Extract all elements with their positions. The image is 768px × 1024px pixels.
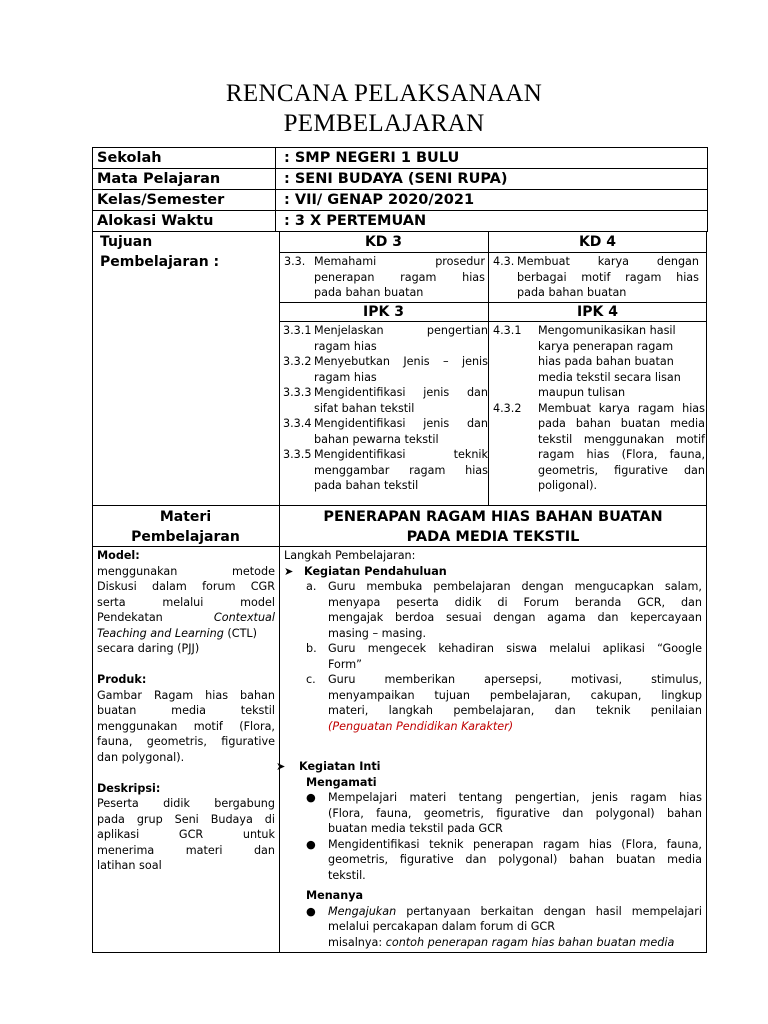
ipk4-header: IPK 4 — [577, 304, 618, 320]
kd4-line: berbagai motif ragam hias — [517, 270, 699, 284]
divider — [92, 505, 707, 506]
kd3-text — [314, 254, 485, 301]
misalnya-text: contoh penerapan ragam hias bahan buatan media — [382, 935, 675, 949]
pend-line: Form” — [328, 657, 362, 671]
produk-line: Gambar Ragam hias bahan — [97, 688, 275, 702]
left-column — [97, 548, 275, 874]
pend-line: Guru membuka pembelajaran dengan mengucapkan salam, — [328, 580, 702, 593]
pend-line: materi, langkah pembelajaran, dan teknik penilaian — [328, 704, 702, 717]
tujuan-label-line2: Pembelajaran : — [100, 254, 220, 270]
materi-label-line1: Materi — [159, 509, 212, 525]
info-row-sekolah — [93, 148, 708, 169]
right-column — [276, 548, 702, 950]
divider — [279, 252, 707, 253]
misalnya-line — [328, 935, 702, 951]
ipk4-line: hias pada bahan buatan — [538, 355, 674, 368]
inti-heading-row — [276, 759, 702, 775]
mengamati-heading: Mengamati — [306, 775, 377, 789]
info-value: : SENI BUDAYA (SENI RUPA) — [276, 169, 708, 190]
info-row-waktu — [93, 211, 708, 232]
pend-line: Guru memberikan apersepsi, motivasi, stimulus, — [328, 673, 702, 686]
model-line: serta melalui model — [97, 595, 275, 609]
arrow-bullet-icon: ➤ — [284, 564, 294, 578]
ipk3-num: 3.3.3 — [283, 386, 312, 399]
pend-line: mengajak berdoa sesuai dengan agama dan kepercayaan — [328, 611, 702, 624]
bullet-icon: ● — [306, 837, 316, 851]
mengamati-line: Mempelajari materi tentang pengertian, jenis ragam hias — [328, 791, 702, 804]
deskripsi-label: Deskripsi: — [97, 781, 161, 795]
ipk3-num: 3.3.5 — [283, 448, 312, 461]
pend-line: menyapa peserta didik di Forum beranda GCR, dan — [328, 595, 702, 609]
mengamati-line: geometris, figurative dan polygonal) bahan buatan media — [328, 853, 702, 866]
deskripsi-line: aplikasi GCR untuk — [97, 828, 275, 841]
ipk4-item — [493, 323, 705, 401]
materi-title-line2: PADA MEDIA TEKSTIL — [406, 529, 580, 545]
karakter-note: (Penguatan Pendidikan Karakter) — [328, 719, 514, 733]
ipk4-list — [493, 323, 705, 494]
info-label: Alokasi Waktu — [93, 211, 276, 232]
pendahuluan-heading: Kegiatan Pendahuluan — [304, 564, 447, 578]
ipk4-line: maupun tulisan — [538, 386, 626, 399]
ipk4-num: 4.3.2 — [493, 401, 522, 415]
info-row-kelas — [93, 190, 708, 211]
ipk3-num: 3.3.2 — [283, 355, 312, 368]
mengamati-line: Mengidentifikasi teknik penerapan ragam hias (Flora, fauna, — [328, 837, 702, 851]
ipk3-line: ragam hias — [314, 370, 377, 384]
ipk4-line: media tekstil secara lisan — [538, 370, 681, 384]
kd3-line: penerapan ragam hias — [314, 270, 485, 284]
ipk3-num: 3.3.4 — [283, 417, 312, 430]
mengamati-line: (Flora, fauna, geometris, figurative dan polygonal) bahan — [328, 806, 702, 820]
model-line: secara daring (PJJ) — [97, 642, 200, 655]
ipk3-line: Mengidentifikasi jenis dan — [314, 386, 488, 399]
ipk3-line: bahan pewarna tekstil — [314, 432, 439, 446]
materi-title — [279, 507, 707, 547]
ipk3-item — [283, 323, 488, 354]
menanya-line — [328, 904, 702, 920]
kd4-text — [517, 254, 699, 301]
model-ctl: Contextual — [213, 611, 275, 624]
mengamati-line: buatan media tekstil pada GCR — [328, 822, 503, 835]
bullet-icon: ● — [306, 904, 316, 918]
model-pendekatan-row — [97, 610, 275, 626]
ipk3-item — [283, 354, 488, 385]
ipk4-line: karya penerapan ragam — [538, 339, 674, 353]
pendahuluan-heading-row — [284, 564, 702, 580]
pend-line: menyampaikan tujuan pembelajaran, cakupan, lingkup — [328, 688, 702, 702]
model-label: Model: — [97, 549, 140, 562]
kd3-line: pada bahan buatan — [314, 286, 424, 299]
model-line: Diskusi dalam forum CGR — [97, 580, 275, 593]
menanya-italic: Mengajukan — [328, 904, 397, 918]
menanya-heading: Menanya — [306, 889, 364, 902]
ipk3-header: IPK 3 — [363, 304, 404, 320]
pend-item — [306, 672, 702, 734]
divider — [488, 231, 489, 505]
doc-title-line2: PEMBELAJARAN — [283, 110, 485, 137]
deskripsi-line: latihan soal — [97, 859, 162, 872]
mengamati-item — [306, 837, 702, 884]
kd4-header: KD 4 — [578, 234, 617, 250]
ipk4-line: poligonal). — [538, 479, 598, 492]
ipk3-line: menggambar ragam hias — [314, 463, 488, 477]
mengamati-item — [306, 790, 702, 837]
info-value: : VII/ GENAP 2020/2021 — [276, 190, 708, 211]
produk-line: menggunakan motif (Flora, — [97, 719, 275, 733]
pend-line: masing – masing. — [328, 626, 427, 640]
pend-line: Guru mengecek kehadiran siswa melalui aplikasi “Google — [328, 642, 702, 655]
info-label: Sekolah — [93, 148, 276, 169]
model-ctl: Teaching and Learning — [97, 626, 224, 640]
produk-label: Produk: — [97, 673, 147, 686]
model-line: menggunakan metode — [97, 564, 275, 578]
ipk3-line: pada bahan tekstil — [314, 479, 419, 492]
ipk3-line: Mengidentifikasi teknik — [314, 448, 488, 461]
info-value: : SMP NEGERI 1 BULU — [276, 148, 708, 169]
ipk4-line: geometris, figurative dan — [538, 463, 705, 477]
ipk4-line: ragam hias (Flora, fauna, — [538, 448, 705, 461]
produk-line: dan polygonal). — [97, 750, 185, 764]
menanya-item — [306, 904, 702, 951]
ipk3-line: ragam hias — [314, 339, 377, 353]
ipk3-item — [283, 416, 488, 447]
deskripsi-line: Peserta didik bergabung — [97, 797, 275, 810]
ipk4-line: tekstil menggunakan motif — [538, 432, 705, 446]
menanya-rest: pertanyaan berkaitan dengan hasil mempelajari — [396, 904, 702, 918]
kd3-number: 3.3. — [284, 255, 306, 268]
pend-mark: b. — [306, 642, 317, 655]
doc-title-line1: RENCANA PELAKSANAAN — [225, 80, 543, 107]
model-ctl-row — [97, 626, 275, 642]
produk-line: buatan media tekstil — [97, 704, 275, 717]
arrow-bullet-icon: ➤ — [276, 760, 286, 773]
ipk3-list — [283, 323, 488, 494]
ipk3-line: sifat bahan tekstil — [314, 401, 415, 415]
info-value: : 3 X PERTEMUAN — [276, 211, 708, 232]
info-label: Mata Pelajaran — [93, 169, 276, 190]
inti-heading: Kegiatan Inti — [299, 760, 381, 773]
menanya-line: melalui percakapan dalam forum di GCR — [328, 920, 556, 933]
model-pendekatan: Pendekatan — [97, 611, 163, 624]
ipk3-line: Menyebutkan Jenis – jenis — [314, 355, 488, 368]
ipk4-line: Membuat karya ragam hias — [538, 401, 705, 415]
ipk3-line: Mengidentifikasi jenis dan — [314, 417, 488, 430]
pend-item — [306, 641, 702, 672]
kd4-line: pada bahan buatan — [517, 286, 627, 299]
ipk3-item — [283, 447, 488, 494]
ipk4-line: Mengomunikasikan hasil — [538, 324, 676, 337]
info-row-mapel — [93, 169, 708, 190]
langkah-heading: Langkah Pembelajaran: — [284, 549, 416, 562]
ipk4-line: pada bahan buatan media — [538, 417, 705, 430]
materi-label — [92, 507, 279, 547]
ipk4-num: 4.3.1 — [493, 324, 522, 337]
materi-label-line2: Pembelajaran — [131, 529, 240, 545]
pend-mark: c. — [306, 673, 316, 686]
model-ctl: (CTL) — [223, 626, 258, 640]
kd4-number: 4.3. — [493, 255, 515, 268]
ipk3-num: 3.3.1 — [283, 324, 312, 337]
produk-line: fauna, geometris, figurative — [97, 735, 275, 748]
materi-title-line1: PENERAPAN RAGAM HIAS BAHAN BUATAN — [323, 509, 663, 525]
divider — [279, 231, 280, 953]
tujuan-label — [100, 232, 219, 272]
pend-item — [306, 579, 702, 641]
info-table — [92, 147, 708, 232]
kd4-line: Membuat karya dengan — [517, 255, 699, 268]
ipk3-item — [283, 385, 488, 416]
kd3-line: Memahami prosedur — [314, 255, 485, 268]
deskripsi-line: pada grup Seni Budaya di — [97, 812, 275, 826]
kd3-header: KD 3 — [364, 234, 403, 250]
mengamati-line: tekstil. — [328, 868, 366, 882]
bullet-icon: ● — [306, 791, 316, 804]
info-label: Kelas/Semester — [93, 190, 276, 211]
pend-mark: a. — [306, 580, 317, 593]
ipk4-item — [493, 401, 705, 494]
tujuan-label-line1: Tujuan — [100, 234, 153, 250]
deskripsi-line: menerima materi dan — [97, 843, 275, 857]
misalnya-label: misalnya: — [328, 935, 383, 949]
ipk3-line: Menjelaskan pengertian — [314, 324, 488, 337]
